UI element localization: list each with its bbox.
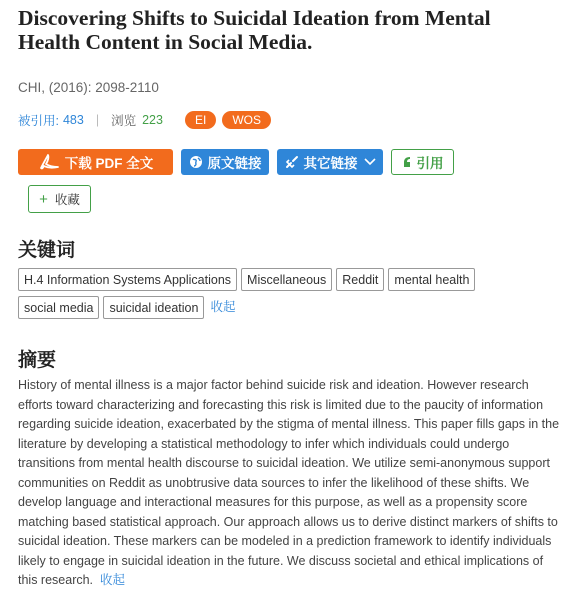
badge-ei: EI (185, 111, 216, 129)
quote-icon (402, 156, 412, 168)
cite-label: 引用 (416, 156, 444, 171)
abstract-body (18, 376, 562, 591)
keyword-tag[interactable]: Miscellaneous (241, 268, 332, 291)
chevron-down-icon (364, 158, 376, 166)
pdf-icon (38, 153, 60, 171)
views-count: 223 (142, 113, 163, 127)
paper-title: Discovering Shifts to Suicidal Ideation from Mental Health Content in Social Media. (18, 6, 491, 54)
favorite-button[interactable] (28, 185, 91, 213)
action-buttons (18, 149, 462, 175)
plus-icon: + (39, 190, 48, 208)
cited-label[interactable]: 被引用: (18, 114, 59, 128)
abstract-collapse-link[interactable]: 收起 (99, 573, 125, 587)
stats-bar (18, 110, 271, 130)
download-pdf-button[interactable] (18, 149, 173, 175)
other-links-button[interactable] (277, 149, 383, 175)
stats-separator: | (95, 113, 100, 127)
keyword-list (18, 268, 558, 324)
cite-button[interactable] (391, 149, 454, 175)
original-link-label: 原文链接 (207, 156, 262, 171)
keywords-heading: 关键词 (18, 240, 76, 261)
keyword-tag[interactable]: Reddit (336, 268, 384, 291)
globe-icon (189, 155, 203, 169)
abstract-text: History of mental illness is a major factor behind suicide risk and ideation. However research efforts toward characterizing and forecasting this risk is limited due to the paucity of information regarding suicide ideation, exacerbated by the stigma of mental illness. This paper fills gaps in the literature by developing a statistical methodology to infer which individuals could undergo transitions from mental health discourse to suicidal ideation. We utilize semi-anonymous support communities on Reddit as unobtrusive data sources to infer the likelihood of these shifts. We develop language and interactional measures for this purpose, as well as a propensity score matching based statistical approach. Our approach allows us to derive distinct markers of shifts to suicidal ideation. These markers can be modeled in a prediction framework to identify individuals likely to engage in suicidal ideation in the future. We discuss societal and ethical implications of this research. (18, 378, 560, 587)
download-pdf-label: 下载 PDF 全文 (64, 156, 154, 171)
cited-count[interactable]: 483 (62, 113, 84, 127)
other-links-label: 其它链接 (303, 156, 358, 171)
venue-info: CHI, (2016): 2098-2110 (18, 80, 159, 95)
keywords-collapse-link[interactable]: 收起 (210, 300, 236, 314)
link-icon (285, 155, 299, 169)
keyword-tag[interactable]: suicidal ideation (103, 296, 204, 319)
keyword-tag[interactable]: H.4 Information Systems Applications (18, 268, 237, 291)
keyword-tag[interactable]: social media (18, 296, 99, 319)
favorite-label: 收藏 (54, 193, 80, 207)
badge-wos: WOS (222, 111, 271, 129)
keyword-tag[interactable]: mental health (388, 268, 475, 291)
original-link-button[interactable] (181, 149, 269, 175)
abstract-heading: 摘要 (18, 350, 57, 371)
views-label: 浏览 (111, 114, 137, 128)
